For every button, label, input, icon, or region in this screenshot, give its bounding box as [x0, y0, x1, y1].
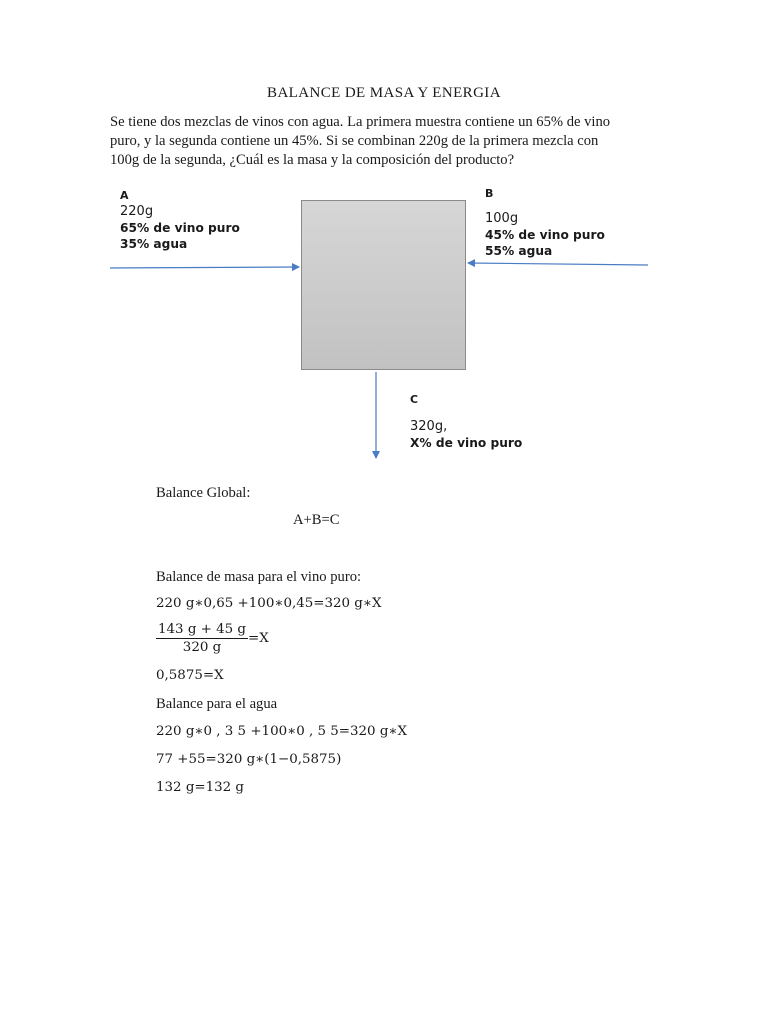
equation-fraction: [156, 622, 269, 655]
water-balance-heading: Balance para el agua: [156, 696, 278, 712]
stream-a-mass: 220g: [120, 204, 154, 219]
equation-6: 132 g=132 g: [156, 780, 244, 795]
stream-b-name: B: [485, 187, 494, 200]
stream-b-water: 55% agua: [485, 244, 553, 258]
problem-line: 100g de la segunda, ¿Cuál es la masa y la composición del producto?: [110, 152, 515, 168]
equation-5: 77 +55=320 g∗(1−0,5875): [156, 752, 342, 767]
stream-a-arrow: [110, 267, 299, 268]
page-title: BALANCE DE MASA Y ENERGIA: [267, 85, 501, 101]
mass-balance-heading: Balance de masa para el vino puro:: [156, 569, 362, 585]
global-equation: A+B=C: [293, 512, 340, 528]
stream-b-wine: 45% de vino puro: [485, 228, 605, 242]
stream-a-label: [120, 188, 240, 252]
stream-c-wine: X% de vino puro: [410, 436, 523, 450]
equation-3: 0,5875=X: [156, 668, 224, 683]
stream-a-water: 35% agua: [120, 237, 188, 251]
fraction-denominator: 320 g: [182, 640, 222, 655]
stream-c-label: [410, 392, 522, 451]
stream-b-label: [485, 186, 605, 259]
fraction-rhs: =X: [248, 631, 269, 646]
equation-1: 220 g∗0,65 +100∗0,45=320 g∗X: [156, 596, 382, 611]
global-balance-heading: Balance Global:: [156, 485, 251, 501]
problem-line: puro, y la segunda contiene un 45%. Si se combinan 220g de la primera mezcla con: [110, 133, 599, 149]
stream-a-wine: 65% de vino puro: [120, 221, 240, 235]
fraction: [156, 622, 248, 655]
stream-c-mass: 320g,: [410, 419, 448, 434]
stream-b-mass: 100g: [485, 211, 519, 226]
stream-b-arrow: [468, 263, 648, 265]
stream-a-name: A: [120, 189, 129, 202]
problem-line: Se tiene dos mezclas de vinos con agua. La primera muestra contiene un 65% de vino: [110, 114, 611, 130]
stream-c-name: C: [410, 393, 419, 406]
equation-4: 220 g∗0 , 3 5 +100∗0 , 5 5=320 g∗X: [156, 724, 408, 739]
fraction-numerator: 143 g + 45 g: [158, 622, 246, 637]
